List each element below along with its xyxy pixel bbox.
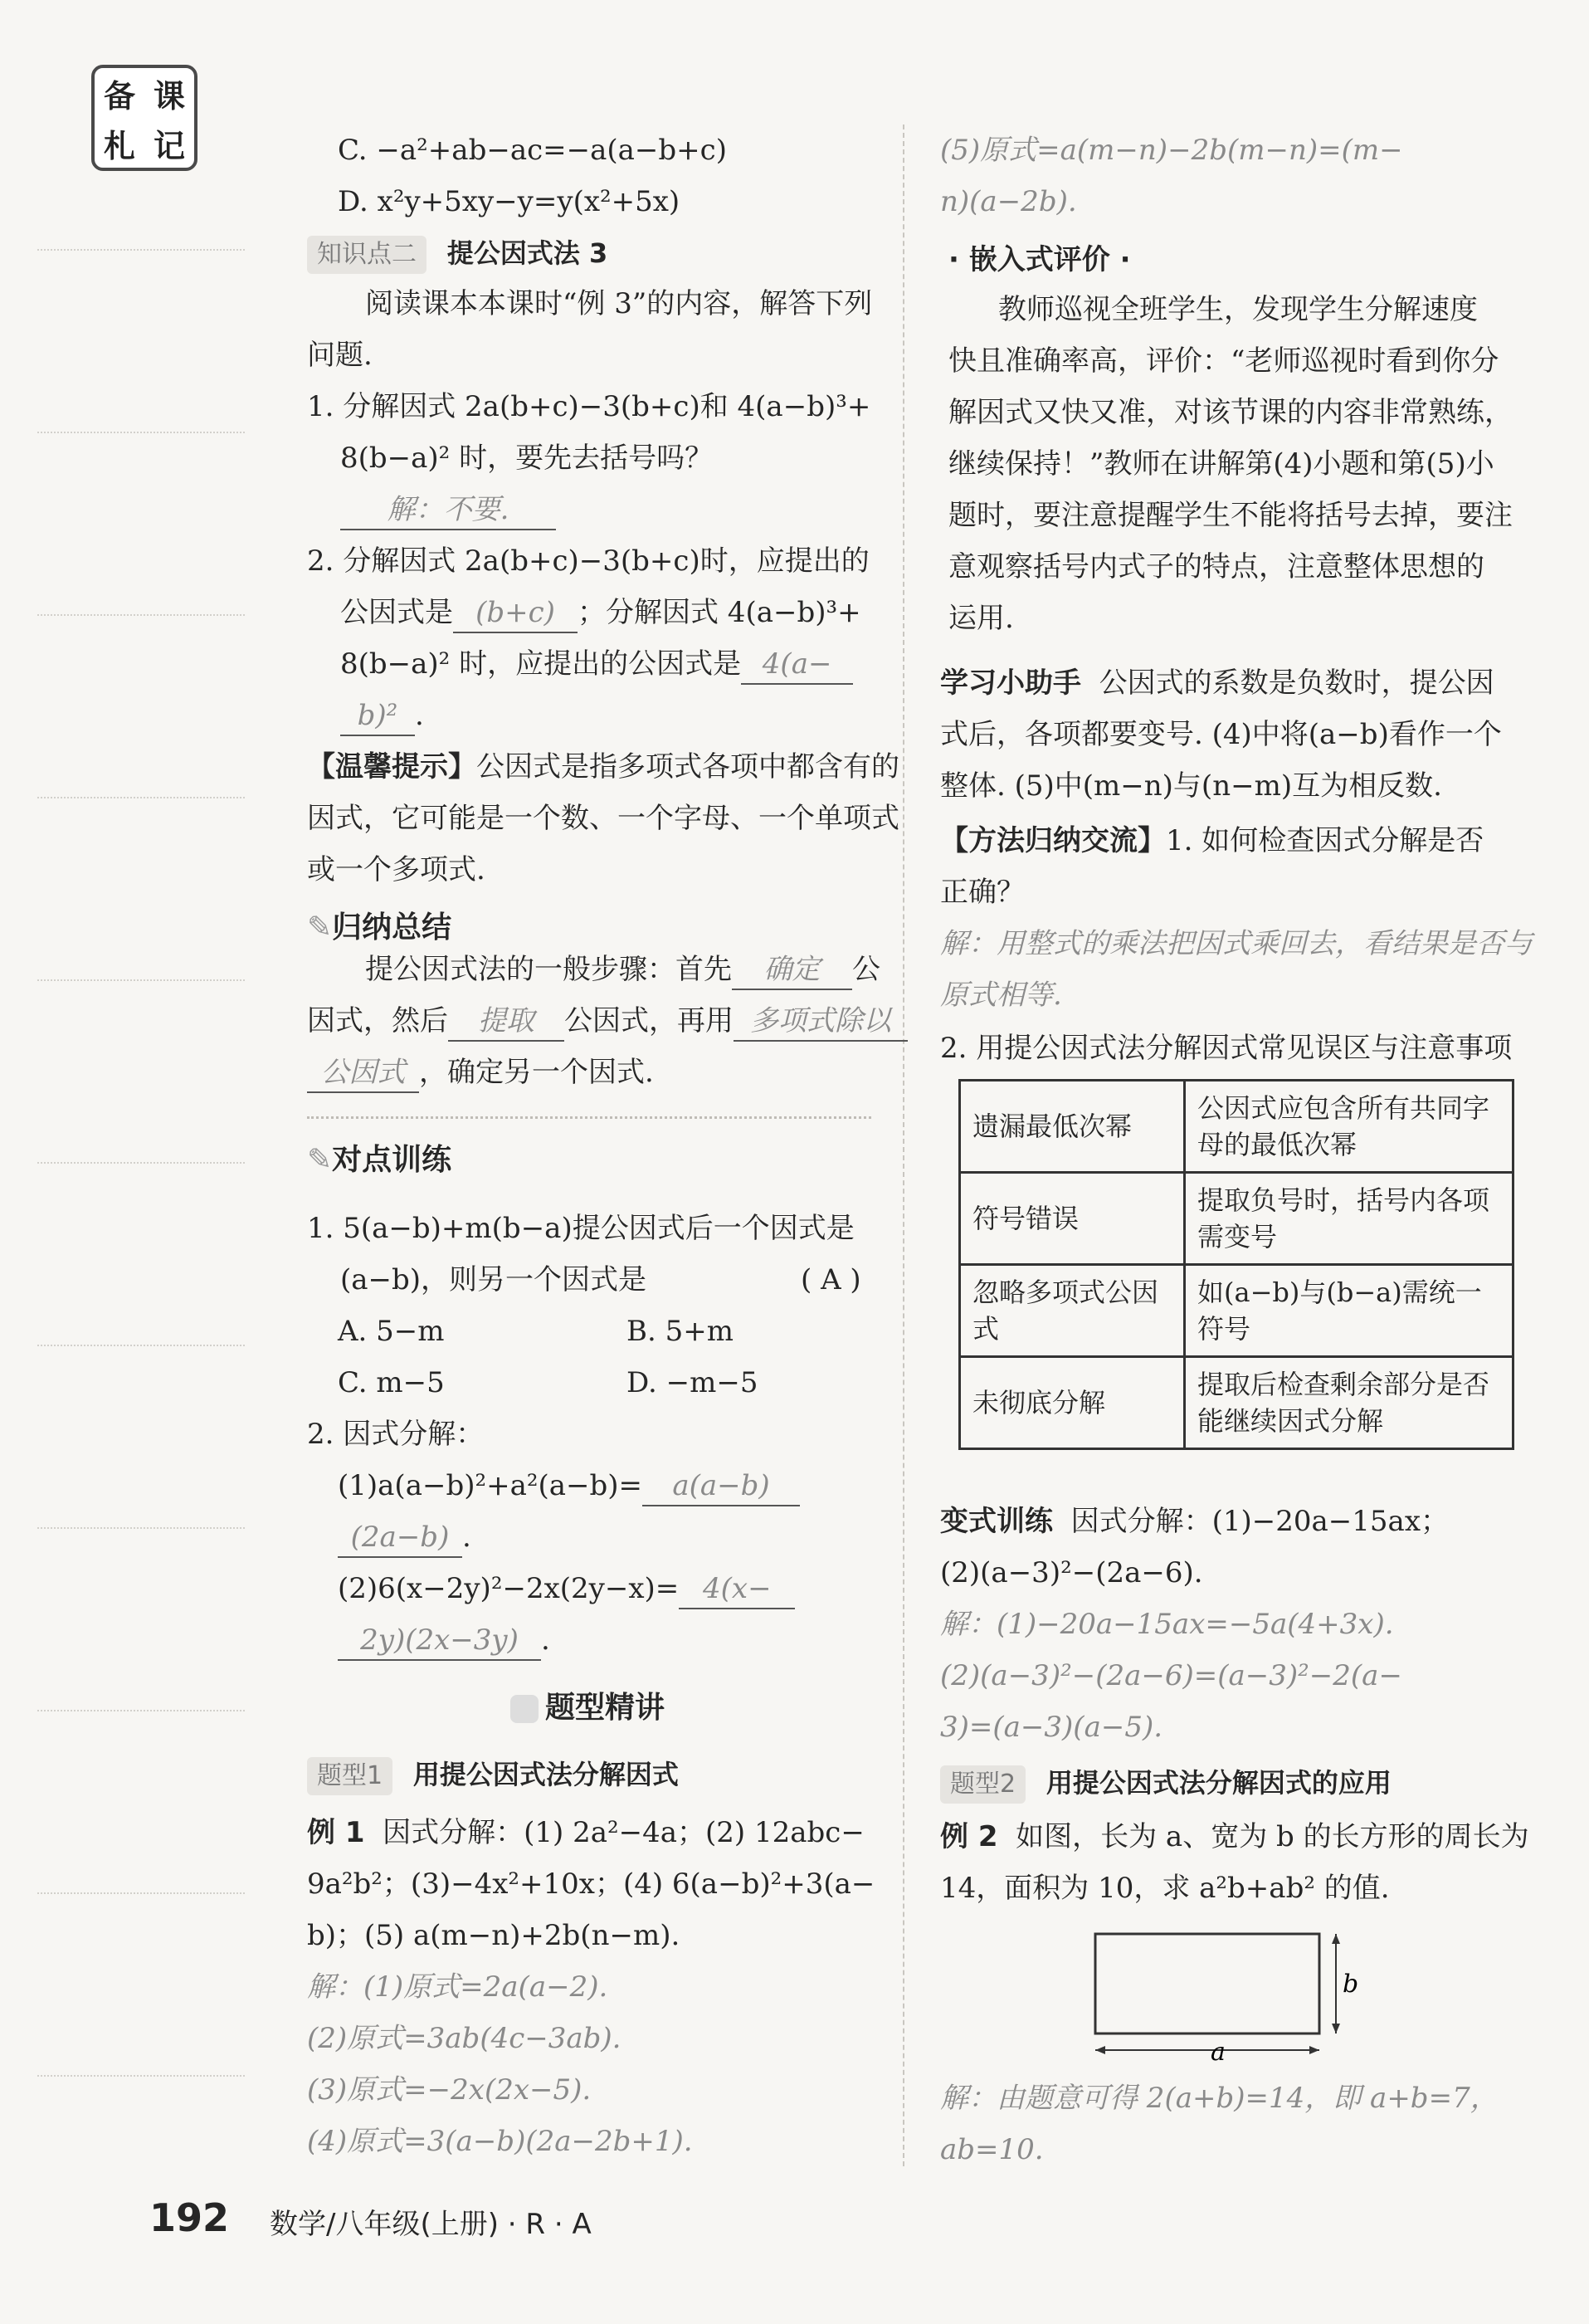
example-2-answer: ab=10. — [940, 2133, 1044, 2166]
rectangle-figure — [1085, 1926, 1359, 2067]
question-2: 2. 分解因式 2a(b+c)−3(b+c)时，应提出的 — [307, 544, 870, 578]
rectangle — [1095, 1934, 1319, 2034]
lesson-notes-badge: 备 课 札 记 — [91, 65, 197, 171]
arrowhead — [1309, 2046, 1319, 2054]
question-2-line2: 公因式是 (b+c) ；分解因式 4(a−b)³+ — [340, 593, 861, 633]
training-q2-1: (1)a(a−b)²+a²(a−b)= a(a−b) — [338, 1467, 800, 1506]
arrowhead — [1095, 2046, 1105, 2054]
method-summary-cont: 正确？ — [940, 876, 1025, 909]
training-q2-1-cont: (2a−b) . — [338, 1518, 471, 1558]
training-heading: ✎对点训练 — [307, 1143, 452, 1177]
evaluation-text: 意观察括号内式子的特点，注意整体思想的 — [948, 550, 1484, 583]
question-2-line3: 8(b−a)² 时，应提出的公因式是 4(a− — [340, 645, 853, 685]
solution-line: (2)原式=3ab(4c−3ab). — [307, 2022, 621, 2055]
table-row: 未彻底分解 提取后检查剩余部分是否能继续因式分解 — [960, 1357, 1513, 1449]
example-2-answer: 解：由题意可得 2(a+b)=14，即 a+b=7， — [940, 2082, 1499, 2115]
note-line — [37, 1162, 245, 1164]
solution-line: (3)原式=−2x(2x−5). — [307, 2073, 592, 2107]
variant-answer: (2)(a−3)²−(2a−6)=(a−3)²−2(a− — [940, 1659, 1402, 1692]
question-types-heading: 题型精讲 — [510, 1689, 665, 1727]
note-line — [37, 1345, 245, 1346]
training-q2-2-cont: 2y)(2x−3y) . — [338, 1621, 550, 1661]
embedded-evaluation-title: · 嵌入式评价 · — [948, 243, 1131, 276]
warm-tip-cont: 因式，它可能是一个数、一个字母、一个单项式 — [307, 802, 899, 835]
knowledge-point-heading — [307, 234, 607, 274]
variant-answer: 3)=(a−3)(a−5). — [940, 1711, 1163, 1744]
variant-answer: 解：(1)−20a−15ax=−5a(4+3x). — [940, 1608, 1394, 1641]
question-1-answer: 解：不要. — [340, 491, 556, 530]
example-2: 例 2 如图，长为 a、宽为 b 的长方形的周长为 — [940, 1820, 1529, 1853]
answer-blank: b)² — [340, 696, 415, 736]
option-b: B. 5+m — [626, 1315, 734, 1348]
option-c: C. −a²+ab−ac=−a(a−b+c) — [338, 134, 727, 167]
option-a: A. 5−m — [338, 1315, 445, 1348]
note-line — [37, 797, 245, 798]
label-b: b — [1343, 1970, 1359, 1999]
evaluation-text: 继续保持！”教师在讲解第(4)小题和第(5)小 — [948, 447, 1494, 481]
book-icon — [510, 1695, 539, 1723]
warm-tip: 【温馨提示】公因式是指多项式各项中都含有的 — [307, 750, 899, 784]
training-q1-cont: (a−b)，则另一个因式是 — [340, 1263, 647, 1296]
question-2-line4: b)² . — [340, 696, 424, 736]
study-helper-cont: 整体. (5)中(m−n)与(n−m)互为相反数. — [940, 769, 1442, 803]
kp-tag: 知识点二 — [307, 236, 426, 274]
option-d: D. x²y+5xy−y=y(x²+5x) — [338, 185, 680, 218]
example-1-cont: 9a²b²；(3)−4x²+10x；(4) 6(a−b)²+3(a− — [307, 1868, 875, 1901]
summary-line3: 公因式 ，确定另一个因式. — [307, 1053, 654, 1093]
evaluation-text: 快且准确率高，评价：“老师巡视时看到你分 — [948, 344, 1499, 378]
variant-training-cont: (2)(a−3)²−(2a−6). — [940, 1556, 1203, 1589]
summary-line1: 提公因式法的一般步骤：首先 确定 公 — [365, 950, 880, 990]
answer-blank: (b+c) — [453, 593, 578, 633]
question-1-cont: 8(b−a)² 时，要先去括号吗？ — [340, 442, 714, 475]
study-helper: 学习小助手 公因式的系数是负数时，提公因 — [940, 666, 1494, 700]
training-q1: 1. 5(a−b)+m(b−a)提公因式后一个因式是 — [307, 1212, 855, 1245]
note-line — [37, 432, 245, 433]
method-answer: 原式相等. — [940, 979, 1062, 1012]
notes-sidebar — [0, 0, 266, 2324]
study-helper-cont: 式后，各项都要变号. (4)中将(a−b)看作一个 — [940, 718, 1502, 751]
note-line — [37, 1892, 245, 1894]
training-q2: 2. 因式分解： — [307, 1418, 485, 1451]
note-line — [37, 249, 245, 251]
option-d: D. −m−5 — [626, 1366, 758, 1399]
arrowhead — [1332, 2024, 1340, 2034]
answer-blank: 4(a− — [741, 645, 853, 685]
evaluation-text: 教师巡视全班学生，发现学生分解速度 — [998, 293, 1478, 326]
note-line — [37, 2075, 245, 2077]
example-1: 例 1 因式分解：(1) 2a²−4a；(2) 12abc− — [307, 1816, 865, 1849]
evaluation-text: 运用. — [948, 602, 1014, 635]
reading-instruction: 阅读课本本课时“例 3”的内容，解答下列 — [365, 287, 873, 320]
warm-tip-cont: 或一个多项式. — [307, 853, 485, 886]
solution-line: 解：(1)原式=2a(a−2). — [307, 1970, 608, 2004]
arrowhead — [1332, 1934, 1340, 1944]
note-line — [37, 1527, 245, 1529]
summary-heading: ✎归纳总结 — [307, 911, 452, 945]
table-row: 忽略多项式公因式 如(a−b)与(b−a)需统一符号 — [960, 1265, 1513, 1357]
solution-line: (4)原式=3(a−b)(2a−2b+1). — [307, 2125, 693, 2158]
answer-choice: ( A ) — [801, 1263, 861, 1296]
reading-instruction-cont: 问题. — [307, 339, 373, 372]
note-line — [37, 614, 245, 616]
label-a: a — [1211, 2038, 1226, 2067]
variant-training: 变式训练 因式分解：(1)−20a−15ax； — [940, 1505, 1450, 1538]
example-1-cont: b)；(5) a(m−n)+2b(n−m). — [307, 1919, 680, 1952]
book-title: 数学/八年级(上册) · R · A — [270, 2208, 592, 2241]
type2-heading: 题型2 用提公因式法分解因式的应用 — [940, 1764, 1392, 1804]
page-number: 192 — [149, 2195, 230, 2240]
table-row: 遗漏最低次幂 公因式应包含所有共同字母的最低次幂 — [960, 1081, 1513, 1173]
solution-line: n)(a−2b). — [940, 185, 1077, 218]
evaluation-text: 题时，要注意提醒学生不能将括号去掉，要注 — [948, 499, 1513, 532]
question-1: 1. 分解因式 2a(b+c)−3(b+c)和 4(a−b)³+ — [307, 390, 871, 423]
note-line — [37, 1710, 245, 1711]
evaluation-text: 解因式又快又准，对该节课的内容非常熟练， — [948, 396, 1513, 429]
table-row: 符号错误 提取负号时，括号内各项需变号 — [960, 1173, 1513, 1265]
section-divider — [307, 1116, 871, 1119]
type1-heading: 题型1 用提公因式法分解因式 — [307, 1755, 679, 1795]
method-summary: 【方法归纳交流】1. 如何检查因式分解是否 — [940, 824, 1484, 857]
pencil-icon: ✎ — [307, 1143, 333, 1177]
example-2-cont: 14，面积为 10，求 a²b+ab² 的值. — [940, 1872, 1390, 1905]
method-question-2: 2. 用提公因式法分解因式常见误区与注意事项 — [940, 1032, 1513, 1065]
method-answer: 解：用整式的乘法把因式乘回去，看结果是否与 — [940, 927, 1533, 960]
column-divider — [903, 124, 904, 2166]
solution-line: (5)原式=a(m−n)−2b(m−n)=(m− — [940, 134, 1403, 167]
kp-title: 提公因式法 3 — [446, 237, 608, 269]
training-q2-2: (2)6(x−2y)²−2x(2y−x)= 4(x− — [338, 1570, 795, 1609]
note-line — [37, 979, 245, 981]
option-c: C. m−5 — [338, 1366, 445, 1399]
summary-line2: 因式，然后 提取 公因式，再用 多项式除以 — [307, 1002, 908, 1042]
pencil-icon: ✎ — [307, 911, 333, 945]
mistakes-table — [958, 1079, 1514, 1450]
